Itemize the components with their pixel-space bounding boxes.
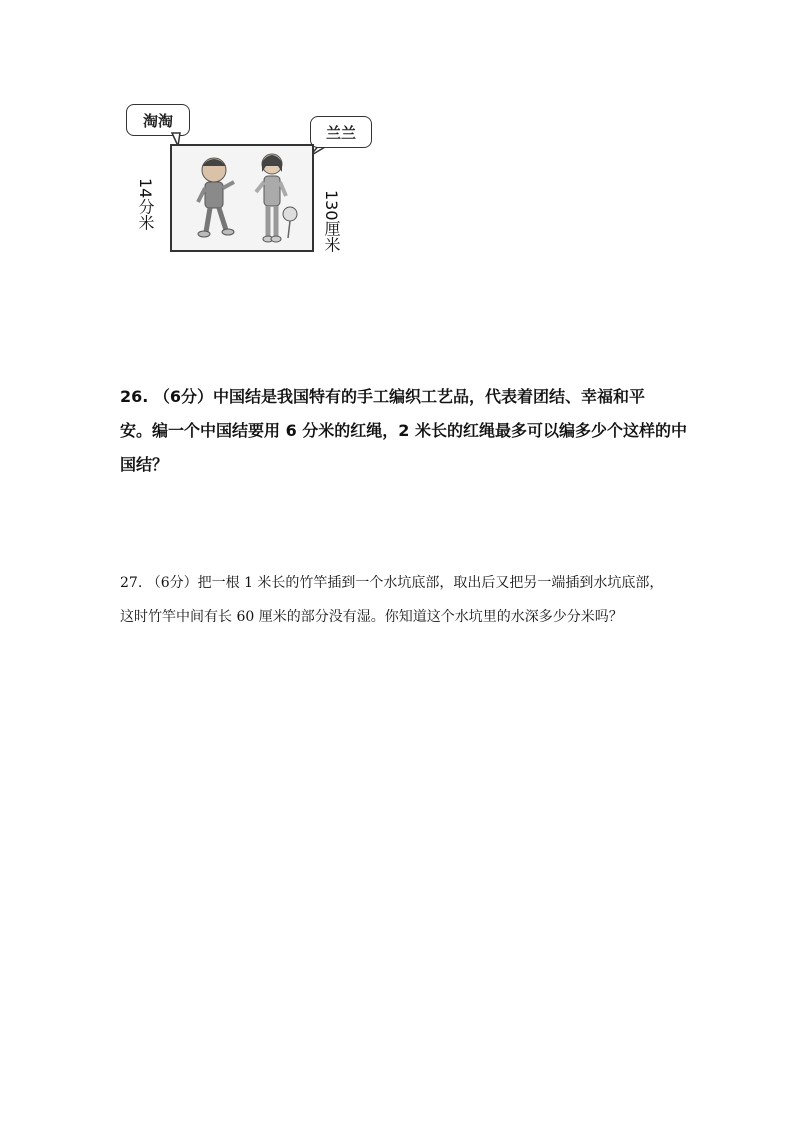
question-27-line-2: 这时竹竿中间有长 60 厘米的部分没有湿。你知道这个水坑里的水深多少分米吗？ xyxy=(120,609,623,625)
speech-bubble-lanlan-text: 兰兰 xyxy=(325,123,356,142)
height-label-taotao: 14分米 xyxy=(136,178,155,231)
question-26-line-2: 安。编一个中国结要用 6 分米的红绳，2 米长的红绳最多可以编多少个这样的中 xyxy=(120,421,687,440)
question-27-line-1: 27. （6分）把一根 1 米长的竹竿插到一个水坑底部，取出后又把另一端插到水坑底部， xyxy=(120,575,664,591)
boy-figure xyxy=(198,158,234,237)
question-26-line-1: 26. （6分）中国结是我国特有的手工编织工艺品，代表着团结、幸福和平 xyxy=(120,387,646,406)
question-26 xyxy=(120,380,700,482)
height-label-lanlan: 130厘米 xyxy=(322,190,341,253)
question-26-line-3: 国结？ xyxy=(120,455,169,474)
children-scene xyxy=(170,144,314,252)
girl-figure xyxy=(256,154,297,242)
speech-bubble-lanlan xyxy=(310,116,372,148)
speech-bubble-taotao-text: 淘淘 xyxy=(142,111,173,130)
problem-illustration xyxy=(120,100,390,260)
question-27 xyxy=(120,566,700,634)
